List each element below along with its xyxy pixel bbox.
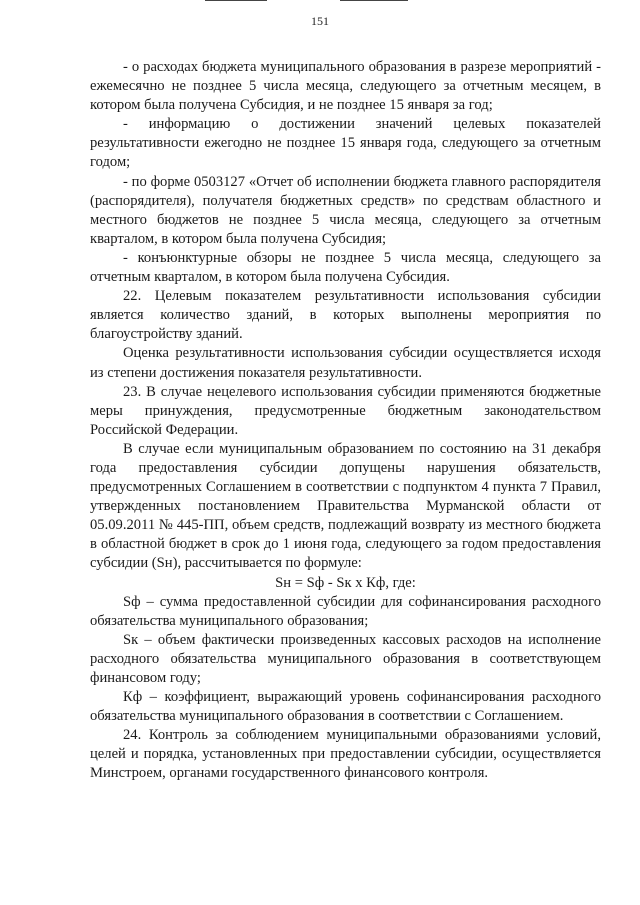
paragraph-kf-definition: Кф – коэффициент, выражающий уровень софинансирования расходного обязательства муниципального образования в соответствии с Соглашением.: [90, 689, 601, 725]
paragraph-item-23: 23. В случае нецелевого использования субсидии применяются бюджетные меры принуждения, предусмотренные бюджетным законодательством Российской Федерации.: [90, 383, 601, 438]
paragraph-expenses-report: - о расходах бюджета муниципального образования в разрезе мероприятий - ежемесячно не позднее 5 числа месяца, следующего за отчетным месяцем, в котором была получена Субсидия, и не позднее 15 января за год;: [90, 59, 601, 114]
paragraph-violation-case: В случае если муниципальным образованием по состоянию на 31 декабря года предоставления субсидии допущены нарушения обязательств, предусмотренных Соглашением в соответствии с подпунктом 4 пункта 7 Правил, утвержденных постановлением Правительства Мурманской области от 05.09.2011 № 445-ПП, объем средств, подлежащий возврату из местного бюджета в областной бюджет в срок до 1 июня года, следующего за годом предоставления субсидии (Sн), рассчитывается по формуле:: [90, 440, 601, 572]
paragraph-evaluation: Оценка результативности использования субсидии осуществляется исходя из степени достижения показателя результативности.: [90, 345, 601, 381]
paragraph-item-24: 24. Контроль за соблюдением муниципальными образованиями условий, целей и порядка, установленных при предоставлении субсидии, осуществляется Минстроем, органами государственного финансового контроля.: [90, 727, 601, 782]
paragraph-sf-definition: Sф – сумма предоставленной субсидии для софинансирования расходного обязательства муниципального образования;: [90, 593, 601, 629]
top-rule-right: [340, 0, 408, 1]
paragraph-market-reviews: - конъюнктурные обзоры не позднее 5 числа месяца, следующего за отчетным кварталом, в котором была получена Субсидия.: [90, 249, 601, 286]
paragraph-item-22: 22. Целевым показателем результативности использования субсидии является количество зданий, в которых выполнены мероприятия по благоустройству зданий.: [90, 288, 601, 343]
paragraph-sk-definition: Sк – объем фактически произведенных кассовых расходов на исполнение расходного обязательства муниципального образования в соответствующем финансовом году;: [90, 631, 601, 686]
formula: Sн = Sф - Sк х Кф, где:: [275, 574, 416, 591]
body-text: [90, 58, 601, 784]
paragraph-indicators-info: - информацию о достижении значений целевых показателей результативности ежегодно не позднее 15 января года, следующего за отчетным годом;: [90, 116, 601, 171]
page-number: 151: [311, 14, 329, 28]
top-rule-left: [205, 0, 267, 1]
paragraph-form-0503127: - по форме 0503127 «Отчет об исполнении бюджета главного распорядителя (распорядителя), получателя бюджетных средств» по средствам областного и местного бюджетов не позднее 5 числа месяца, следующего за отчетным кварталом, в котором была получена Субсидия;: [90, 173, 601, 247]
